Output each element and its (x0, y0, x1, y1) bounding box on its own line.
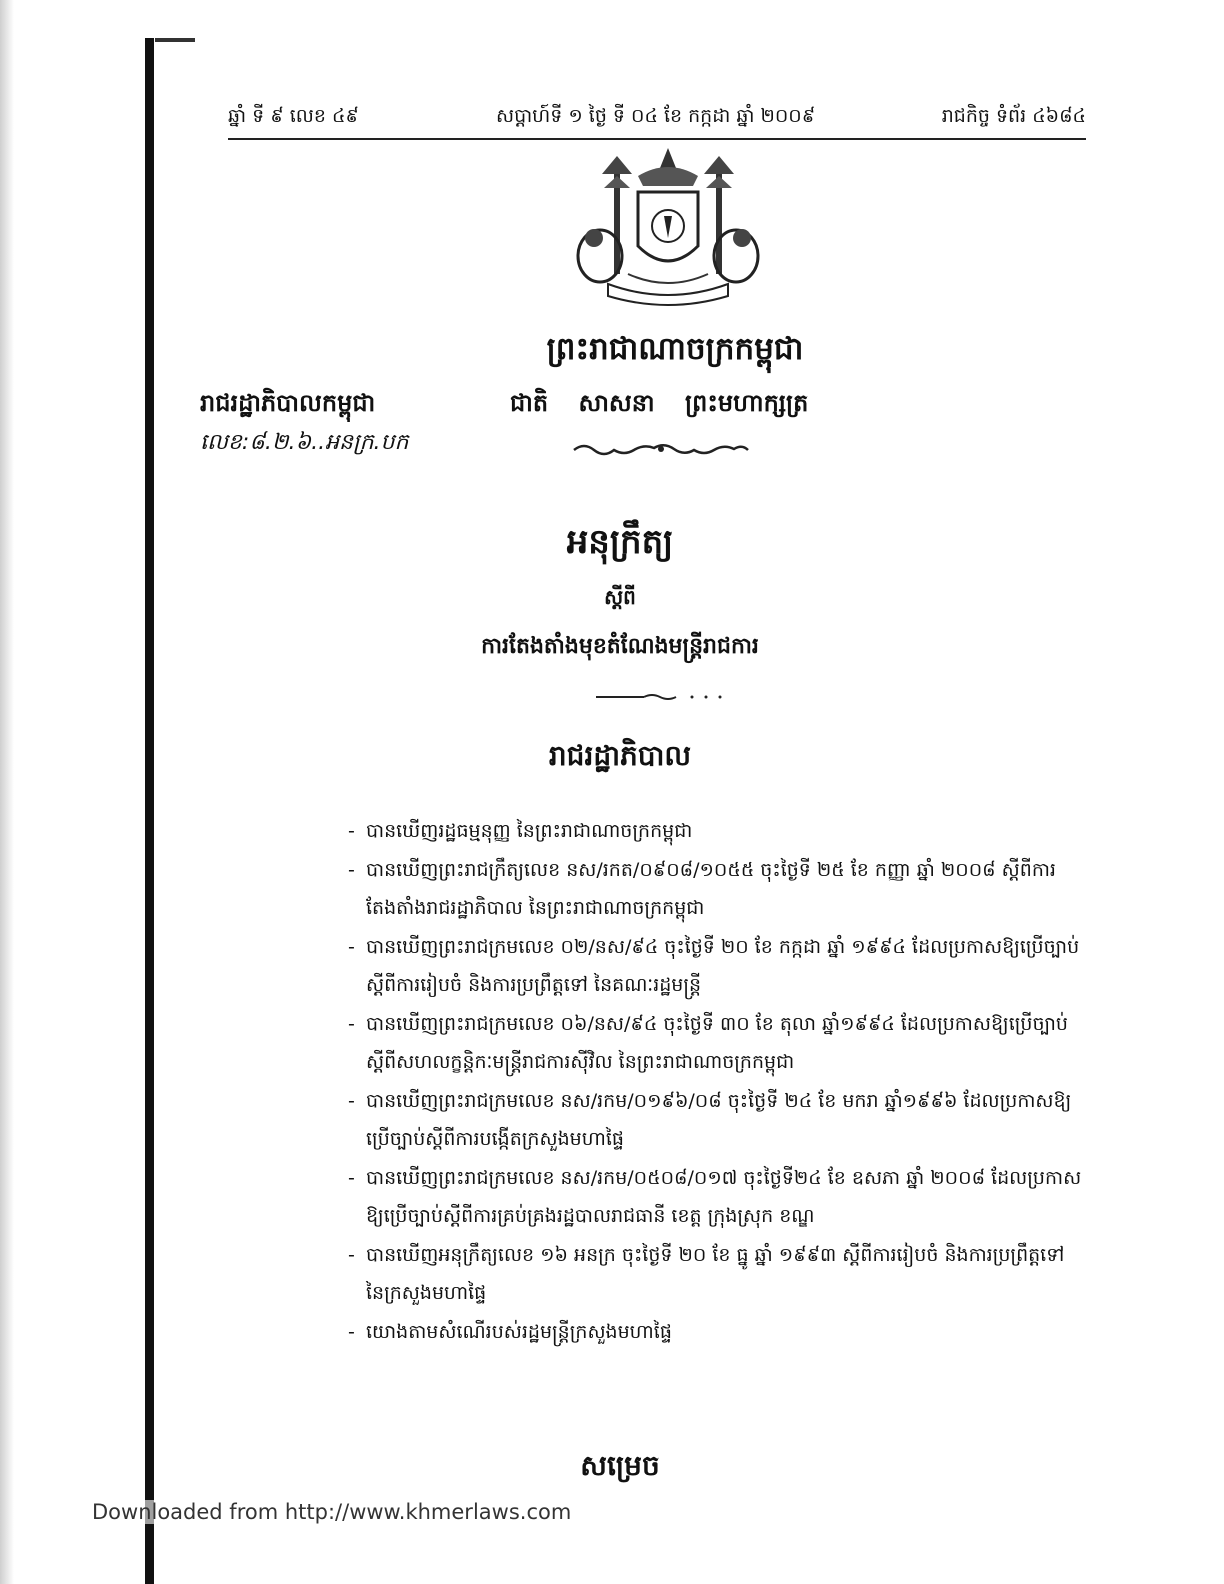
bullet-dash: - (348, 820, 355, 842)
clause-line-continued: ប្រើច្បាប់ស្តីពីការបង្កើតក្រសួងមហាផ្ទៃ (366, 1128, 624, 1150)
bullet-dash: - (348, 1320, 355, 1343)
clause-line: បានឃើញព្រះរាជក្រមលេខ ០២/នស/៩៤ ចុះថ្ងៃទី ២០ ខែ កក្កដា ឆ្នាំ ១៩៩៤ ដែលប្រកាសឱ្យប្រើច្បាប់ (366, 935, 1080, 958)
kingdom-name: ព្រះរាជាណាចក្រកម្ពុជា (546, 331, 804, 367)
clause-line-continued: តែងតាំងរាជរដ្ឋាភិបាល នៃព្រះរាជាណាចក្រកម្ពុជា (366, 897, 705, 919)
national-motto: ជាតិ សាសនា ព្រះមហាក្សត្រ (510, 389, 809, 417)
decorative-divider (596, 686, 726, 694)
clause-line: បានឃើញរដ្ឋធម្មនុញ្ញ នៃព្រះរាជាណាចក្រកម្ពុជា (366, 820, 693, 842)
clause-line: បានឃើញអនុក្រឹត្យលេខ ១៦ អនក្រ ចុះថ្ងៃទី ២០ ខែ ធ្នូ ឆ្នាំ ១៩៩៣ ស្តីពីការរៀបចំ និងការប្រព្រឹត្តទៅ (366, 1243, 1065, 1266)
list-item (348, 1236, 1088, 1313)
list-item (348, 1313, 1088, 1352)
considerations-list (348, 812, 1088, 1351)
list-item (348, 851, 1088, 928)
list-item (348, 1159, 1088, 1236)
document-subject: ការតែងតាំងមុខតំណែងមន្ត្រីរាជការ (481, 634, 759, 659)
bullet-dash: - (348, 1012, 355, 1035)
clause-line: បានឃើញព្រះរាជក្រមលេខ នស/រកម/០១៩៦/០៨ ចុះថ្ងៃទី ២៤ ខែ មករា ឆ្នាំ១៩៩៦ ដែលប្រកាសឱ្យ (366, 1089, 1072, 1112)
clause-line-continued: ឱ្យប្រើច្បាប់ស្តីពីការគ្រប់គ្រងរដ្ឋបាលរាជធានី ខេត្ត ក្រុងស្រុក ខណ្ឌ (366, 1205, 815, 1227)
gazette-header (228, 98, 1086, 140)
bullet-dash: - (348, 1166, 355, 1189)
bullet-dash: - (348, 1243, 355, 1266)
decorative-ornament (572, 440, 750, 458)
clause-line: បានឃើញព្រះរាជក្រឹត្យលេខ នស/រកត/០៩០៨/១០៥៥ ចុះថ្ងៃទី ២៥ ខែ កញ្ញា ឆ្នាំ ២០០៨ ស្តីពីការ (366, 858, 1056, 881)
list-item (348, 1005, 1088, 1082)
gazette-issue: ឆ្នាំ ទី ៩ លេខ ៤៩ (228, 105, 359, 127)
gazette-date: សប្តាហ៍ទី ១ ថ្ងៃ ទី ០៤ ខែ កក្កដា ឆ្នាំ ២០០៩ (496, 105, 816, 127)
decision-heading: សម្រេច (580, 1449, 660, 1482)
clause-line: យោងតាមសំណើរបស់រដ្ឋមន្ត្រីក្រសួងមហាផ្ទៃ (366, 1320, 672, 1343)
bullet-dash: - (348, 935, 355, 958)
clause-line-continued: ស្តីពីសហលក្ខន្តិកៈមន្ត្រីរាជការស៊ីវិល នៃព្រះរាជាណាចក្រកម្ពុជា (366, 1051, 795, 1073)
download-source-note: Downloaded from http://www.khmerlaws.com (92, 1500, 572, 1524)
list-item (348, 812, 1088, 851)
document-number: លេខ:៨.២.៦..អនក្រ.បក (200, 430, 409, 455)
document-type-title: អនុក្រឹត្យ (566, 522, 674, 562)
list-item (348, 928, 1088, 1005)
royal-government-heading: រាជរដ្ឋាភិបាល (548, 739, 692, 772)
concerning-label: ស្តីពី (604, 585, 636, 609)
clause-line: បានឃើញព្រះរាជក្រមលេខ ០៦/នស/៩៤ ចុះថ្ងៃទី ៣០ ខែ តុលា ឆ្នាំ១៩៩៤ ដែលប្រកាសឱ្យប្រើច្បាប់ (366, 1012, 1068, 1035)
clause-line: បានឃើញព្រះរាជក្រមលេខ នស/រកម/០៥០៨/០១៧ ចុះថ្ងៃទី២៤ ខែ ឧសភា ឆ្នាំ ២០០៨ ដែលប្រកាស (366, 1166, 1082, 1189)
royal-coat-of-arms-icon (568, 146, 768, 314)
gazette-page: រាជកិច្ច ទំព័រ ៤៦៨៤ (941, 105, 1086, 127)
clause-line-continued: នៃក្រសួងមហាផ្ទៃ (366, 1282, 487, 1304)
clause-line-continued: ស្តីពីការរៀបចំ និងការប្រព្រឹត្តទៅ នៃគណៈរដ្ឋមន្ត្រី (366, 974, 702, 996)
bullet-dash: - (348, 1089, 355, 1112)
issuer-name: រាជរដ្ឋាភិបាលកម្ពុជា (200, 389, 376, 417)
list-item (348, 1082, 1088, 1159)
bullet-dash: - (348, 858, 355, 881)
